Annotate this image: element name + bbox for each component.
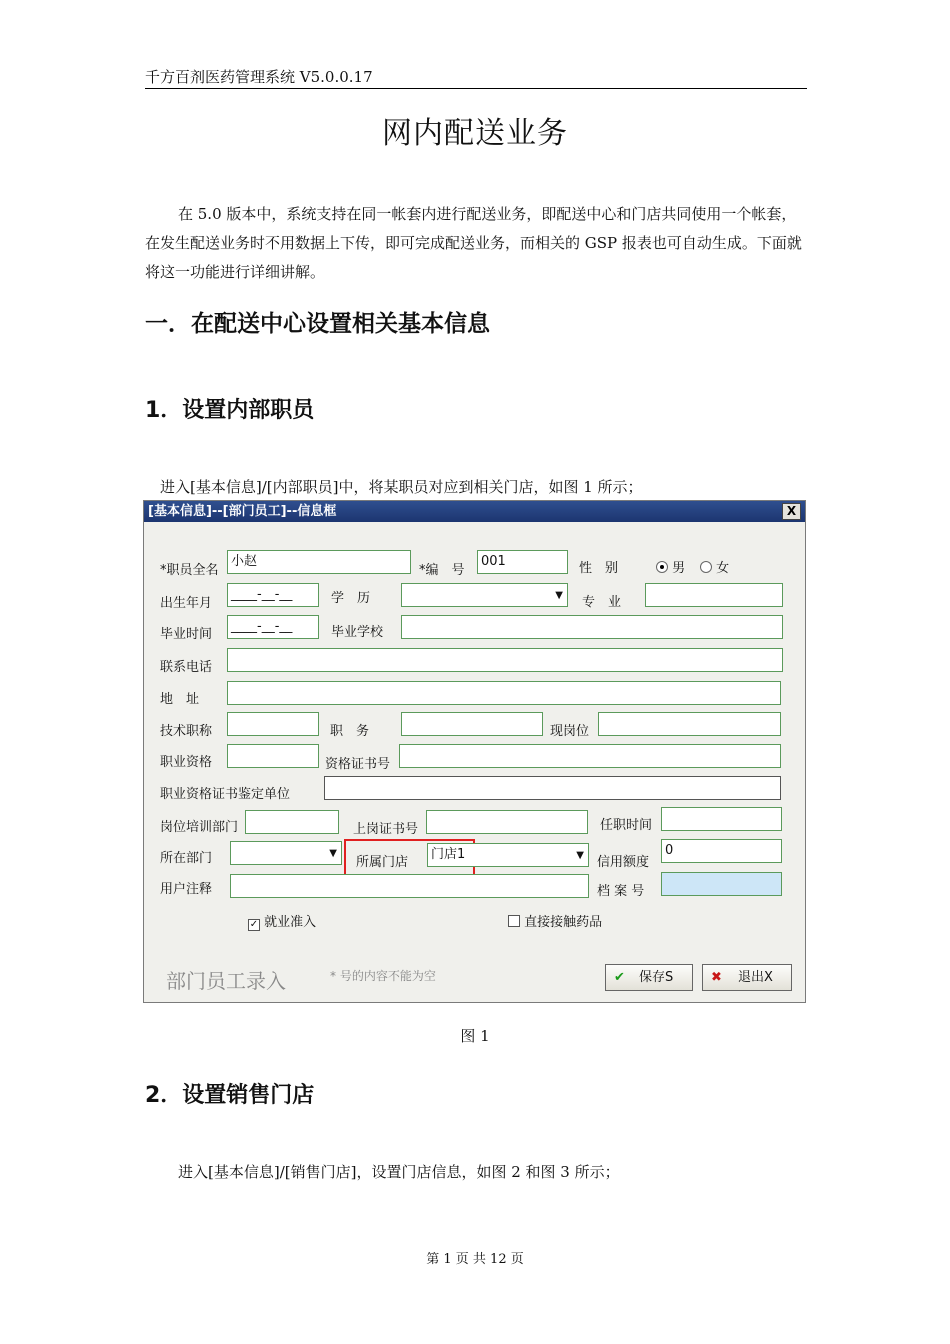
post-field[interactable] <box>598 712 781 736</box>
label-qual: 职业资格 <box>160 755 213 770</box>
subheading-1: 1．设置内部职员 <box>145 398 315 423</box>
archive-field[interactable] <box>661 872 782 896</box>
label-store: 所属门店 <box>356 855 409 870</box>
subheading-1-text: 进入[基本信息]/[内部职员]中，将某职员对应到相关门店，如图 1 所示； <box>160 478 643 496</box>
section-heading-1: 一．在配送中心设置相关基本信息 <box>145 311 490 337</box>
label-post: 现岗位 <box>550 724 590 739</box>
label-school: 毕业学校 <box>331 625 384 640</box>
label-train-dept: 岗位培训部门 <box>160 820 239 835</box>
label-onpost-no: 上岗证书号 <box>353 822 419 837</box>
label-edu: 学 历 <box>331 591 371 606</box>
dept-select[interactable] <box>230 841 342 865</box>
code-field[interactable]: 001 <box>477 550 568 574</box>
cert-unit-field[interactable] <box>324 776 781 800</box>
checked-icon: ✓ <box>249 919 259 930</box>
school-field[interactable] <box>401 615 783 639</box>
label-tech-title: 技术职称 <box>160 724 213 739</box>
label-archive: 档 案 号 <box>597 884 645 899</box>
gender-female-radio[interactable]: 女 <box>700 557 729 576</box>
label-grad-time: 毕业时间 <box>160 627 213 642</box>
remark-field[interactable] <box>230 874 589 898</box>
subheading-2: 2．设置销售门店 <box>145 1083 315 1108</box>
dropdown-arrow-icon: ▼ <box>329 848 337 859</box>
tech-title-field[interactable] <box>227 712 319 736</box>
appoint-time-field[interactable] <box>661 807 782 831</box>
footer-note: * 号的内容不能为空 <box>330 969 436 983</box>
exit-button[interactable]: ✖ 退出X <box>702 964 792 991</box>
footer-title: 部门员工录入 <box>166 969 286 993</box>
radio-unselected-icon <box>700 561 712 573</box>
grad-date-field[interactable]: ____-__-__ <box>227 615 319 639</box>
qualification-field[interactable] <box>227 744 319 768</box>
gender-male-radio[interactable]: 男 <box>656 557 685 576</box>
credit-field[interactable]: 0 <box>661 839 782 863</box>
label-address: 地 址 <box>160 692 200 707</box>
label-code: *编 号 <box>419 563 465 578</box>
label-cert-unit: 职业资格证书鉴定单位 <box>160 787 291 802</box>
employ-checkbox[interactable]: ✓ 就业准入 <box>249 915 317 930</box>
dropdown-arrow-icon: ▼ <box>555 590 563 601</box>
check-icon: ✔ <box>614 970 625 985</box>
header-rule <box>145 88 807 89</box>
dropdown-arrow-icon: ▼ <box>576 850 584 861</box>
birth-date-field[interactable]: ____-__-__ <box>227 583 319 607</box>
label-appoint-time: 任职时间 <box>600 818 653 833</box>
cert-no-field[interactable] <box>399 744 781 768</box>
contact-drug-checkbox[interactable]: 直接接触药品 <box>508 911 602 930</box>
label-phone: 联系电话 <box>160 660 213 675</box>
train-dept-field[interactable] <box>245 810 339 834</box>
figure-caption-1: 图 1 <box>460 1027 490 1045</box>
onpost-no-field[interactable] <box>426 810 588 834</box>
label-name: *职员全名 <box>160 563 219 578</box>
store-select[interactable]: 门店1 ▼ <box>427 843 589 867</box>
label-remark: 用户注释 <box>160 882 213 897</box>
label-dept: 所在部门 <box>160 851 213 866</box>
label-cert-no: 资格证书号 <box>325 757 391 772</box>
running-header: 千方百剂医药管理系统 V5.0.0.17 <box>145 68 373 86</box>
cross-icon: ✖ <box>711 970 722 985</box>
name-field[interactable]: 小赵 <box>227 550 411 574</box>
label-duty: 职 务 <box>330 724 370 739</box>
education-select[interactable] <box>401 583 568 607</box>
doc-title: 网内配送业务 <box>382 116 568 151</box>
dialog-titlebar: [基本信息]--[部门员工]--信息框 <box>144 501 805 522</box>
radio-selected-icon <box>656 561 668 573</box>
intro-paragraph: 在 5.0 版本中，系统支持在同一帐套内进行配送业务，即配送中心和门店共同使用一个帐套，在发生配送业务时不用数据上下传，即可完成配送业务，而相关的 GSP 报表也可自动生成。下面就将这一功能进行详细讲解。 <box>145 205 802 281</box>
unchecked-icon <box>508 915 520 927</box>
label-birth: 出生年月 <box>160 596 213 611</box>
save-button[interactable]: ✔ 保存S <box>605 964 693 991</box>
page-footer: 第 1 页 共 12 页 <box>426 1252 524 1267</box>
label-credit: 信用额度 <box>597 855 650 870</box>
address-field[interactable] <box>227 681 781 705</box>
close-icon[interactable]: X <box>782 503 801 520</box>
label-gender: 性 别 <box>579 561 619 576</box>
label-major: 专 业 <box>582 595 622 610</box>
duty-field[interactable] <box>401 712 543 736</box>
phone-field[interactable] <box>227 648 783 672</box>
employee-dialog <box>143 500 806 1003</box>
subheading-2-text: 进入[基本信息]/[销售门店]，设置门店信息，如图 2 和图 3 所示； <box>178 1163 620 1181</box>
major-field[interactable] <box>645 583 783 607</box>
